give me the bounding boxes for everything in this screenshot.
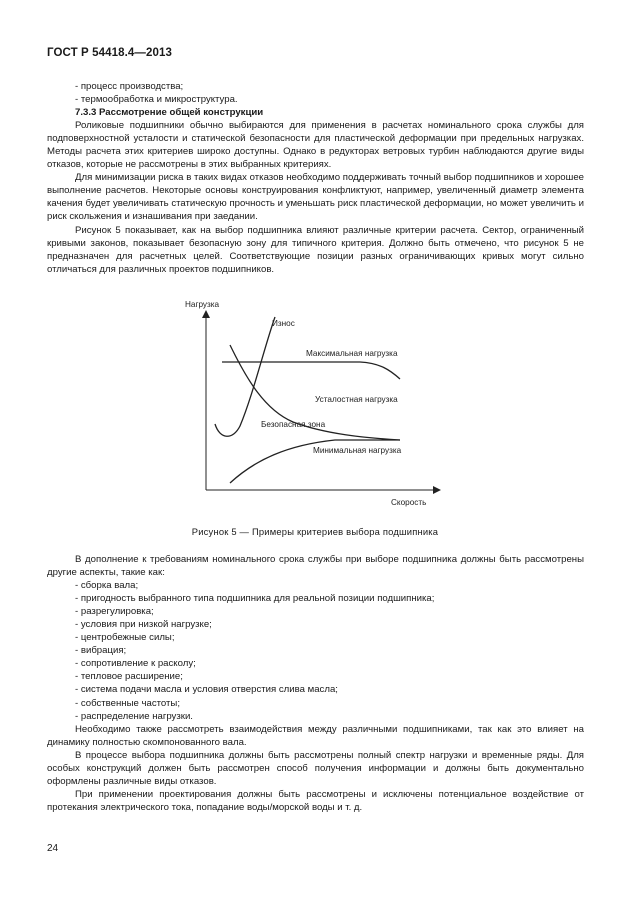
- top-text-block: [47, 80, 584, 276]
- paragraph: Рисунок 5 показывает, как на выбор подшипника влияют различные критерии расчета. Сектор, ограниченный кривыми законов, показывает безопасную зону для типичного критерия. Должно быть отмечено, что рисунок 5 не предназначен для расчетных целей. Соответствующие позиции разных ограничивающих кривых могут сильно отличаться для различных проектов подшипников.: [47, 224, 584, 275]
- section-heading: 7.3.3 Рассмотрение общей конструкции: [75, 107, 264, 119]
- fatigue-load-curve: [215, 317, 275, 436]
- list-item: - условия при низкой нагрузке;: [75, 619, 212, 631]
- document-header: ГОСТ Р 54418.4—2013: [47, 47, 172, 59]
- list-item: - распределение нагрузки.: [75, 710, 193, 722]
- list-item: - сборка вала;: [75, 580, 139, 592]
- list-item: - собственные частоты;: [75, 697, 180, 709]
- fatigue-load-label: Усталостная нагрузка: [315, 395, 398, 404]
- list-item: - вибрация;: [75, 645, 127, 657]
- list-item: - пригодность выбранного типа подшипника для реальной позиции подшипника;: [75, 593, 435, 605]
- figure-caption: Рисунок 5 — Примеры критериев выбора подшипника: [191, 526, 439, 537]
- list-item: - термообработка и микроструктура.: [75, 94, 238, 106]
- list-item: - разрегулировка;: [75, 606, 154, 618]
- bottom-text-block: [47, 553, 584, 814]
- figure-bearing-criteria: [175, 300, 455, 515]
- paragraph: В процессе выбора подшипника должны быть рассмотрены полный спектр нагрузки и временные ряды. Для особых конструкций должен быть рассмотрен способ получения информации и должны быть документально оформлены различные виды отказов.: [47, 749, 584, 787]
- wear-label: Износ: [272, 319, 295, 328]
- paragraph: Роликовые подшипники обычно выбираются для применения в расчетах номинального срока службы для подповерхностной усталости и статической безопасности для пластической деформации при предельных нагрузках. Методы расчета этих критериев широко доступны. Однако в редукторах ветровых турбин наблюдаются другие виды отказов, которые не рассмотрены в этих выбранных критериях.: [47, 120, 584, 171]
- paragraph: При применении проектирования должны быть рассмотрены и исключены потенциальное воздействие от протекания электрического тока, попадание воды/морской воды и т. д.: [47, 788, 584, 813]
- max-load-curve: [222, 362, 400, 379]
- paragraph: Для минимизации риска в таких видах отказов необходимо поддерживать точный выбор подшипников и хорошее выполнение расчетов. Некоторые основы конструирования конфликтуют, например, увеличенный диаметр элемента качения будет увеличивать статическую прочность и уменьшать риск пластической деформации, но может увеличить и риск скольжения и изнашивания при заедании.: [47, 172, 584, 223]
- list-item: - процесс производства;: [75, 81, 184, 92]
- paragraph: Необходимо также рассмотреть взаимодействия между различными подшипниками, так как это влияет на динамику полностью скомпонованного вала.: [47, 723, 584, 748]
- page-number: 24: [47, 843, 59, 854]
- list-item: - сопротивление к расколу;: [75, 658, 196, 670]
- x-axis-label: Скорость: [391, 498, 427, 507]
- list-item: - центробежные силы;: [75, 632, 175, 644]
- list-item: - тепловое расширение;: [75, 671, 183, 683]
- list-item: - система подачи масла и условия отверстия слива масла;: [75, 684, 338, 696]
- paragraph: В дополнение к требованиям номинального срока службы при выборе подшипника должны быть рассмотрены другие аспекты, такие как:: [47, 554, 584, 579]
- y-axis-label: Нагрузка: [185, 300, 220, 309]
- safe-zone-label: Безопасная зона: [261, 420, 326, 429]
- max-load-label: Максимальная нагрузка: [306, 349, 398, 358]
- min-load-label: Минимальная нагрузка: [313, 446, 402, 455]
- figure-diagram: [175, 300, 455, 515]
